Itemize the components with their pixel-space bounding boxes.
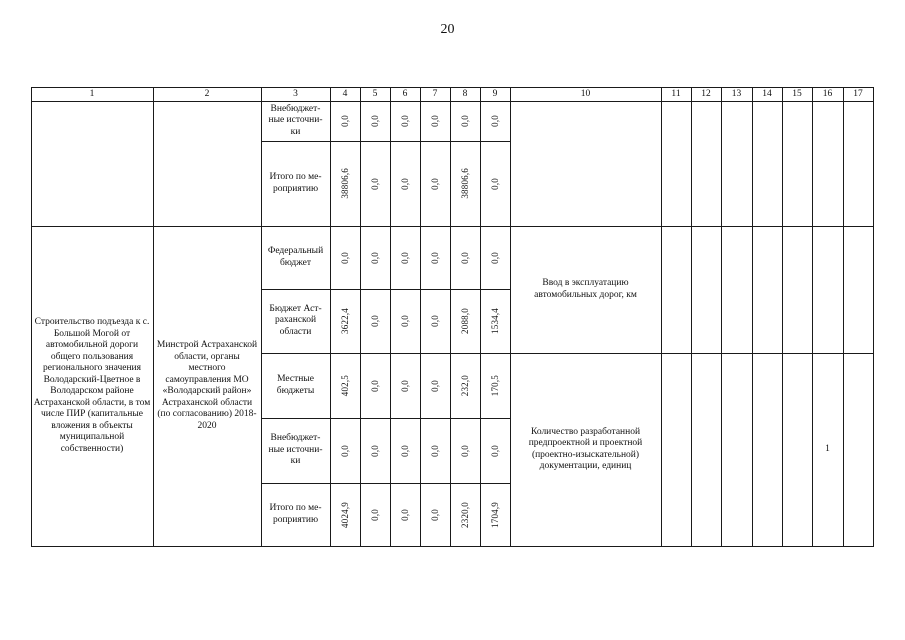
value-cell <box>390 353 420 418</box>
column-header-3: 3 <box>293 89 298 99</box>
column-header-5: 5 <box>372 89 378 99</box>
column-header-9: 9 <box>492 89 498 99</box>
value-cell <box>390 141 420 226</box>
value-text: 0,0 <box>400 444 410 457</box>
value-text: 0,0 <box>400 315 410 327</box>
value-cell <box>450 483 480 546</box>
value-text: 0,0 <box>400 177 410 190</box>
value-cell <box>330 483 360 546</box>
value-text: 0,0 <box>370 508 380 521</box>
value-cell <box>390 289 420 353</box>
column-header-8: 8 <box>462 89 468 99</box>
value-text: 0,0 <box>370 251 380 264</box>
value-text: 0,0 <box>430 508 440 521</box>
value-cell <box>330 418 360 483</box>
value-text: 2320,0 <box>460 501 470 528</box>
value-cell <box>420 141 450 226</box>
column-header-16: 16 <box>822 89 833 99</box>
column-header-6: 6 <box>402 89 408 99</box>
value-cell <box>330 141 360 226</box>
value-text: 1704,9 <box>490 501 500 528</box>
value-text: 0,0 <box>340 115 350 127</box>
value-text: 0,0 <box>400 115 410 127</box>
value-cell <box>420 101 450 141</box>
value-cell <box>450 141 480 226</box>
value-cell <box>480 226 510 289</box>
value-cell <box>330 101 360 141</box>
executor-cell: Минстрой Астраханской области, органы местного самоуправления МО «Володарский район» Астраханской области (по согласованию) 2018-2020 <box>156 340 258 431</box>
value-cell <box>420 289 450 353</box>
value-text: 0,0 <box>490 251 500 264</box>
value-cell <box>360 101 390 141</box>
value-cell <box>390 418 420 483</box>
value-text: 0,0 <box>430 315 440 327</box>
column-header-17: 17 <box>853 89 863 99</box>
value-cell <box>360 141 390 226</box>
value-text: 0,0 <box>370 444 380 457</box>
value-text: 0,0 <box>400 508 410 521</box>
value-text: 0,0 <box>400 379 410 392</box>
value-text: 0,0 <box>460 251 470 264</box>
value-cell <box>480 353 510 418</box>
value-text: 0,0 <box>370 115 380 127</box>
funding-source-cell: Итого по ме-роприятию <box>269 172 322 194</box>
value-text: 0,0 <box>430 115 440 127</box>
value-cell <box>420 418 450 483</box>
column-header-11: 11 <box>671 89 681 99</box>
value-text: 0,0 <box>490 177 500 190</box>
value-cell <box>420 483 450 546</box>
value-text: 170,5 <box>490 374 500 397</box>
funding-source-cell: Внебюджет-ные источни-ки <box>268 103 323 137</box>
value-cell <box>450 289 480 353</box>
value-text: 0,0 <box>430 177 440 190</box>
value-cell <box>360 289 390 353</box>
funding-source-cell: Местные бюджеты <box>276 374 315 396</box>
value-text: 232,0 <box>460 374 470 397</box>
funding-source-cell: Бюджет Аст-раханской области <box>269 303 322 337</box>
column-header-14: 14 <box>762 89 772 99</box>
funding-source-cell: Федеральный бюджет <box>267 246 324 268</box>
value-text: 38806,6 <box>460 168 470 199</box>
value-text: 0,0 <box>430 379 440 392</box>
value-cell <box>420 353 450 418</box>
value-cell <box>360 226 390 289</box>
value-text: 0,0 <box>340 251 350 264</box>
value-text: 1534,4 <box>490 308 500 334</box>
value-text: 0,0 <box>370 379 380 392</box>
column-header-4: 4 <box>342 89 348 99</box>
value-cell <box>450 418 480 483</box>
value-cell <box>390 226 420 289</box>
value-cell <box>450 101 480 141</box>
value-text: 3622,4 <box>340 308 350 334</box>
column-header-12: 12 <box>701 89 711 99</box>
value-text: 38806,6 <box>340 168 350 199</box>
column-header-2: 2 <box>204 89 210 99</box>
value-text: 402,5 <box>340 374 350 397</box>
value-text: 0,0 <box>490 115 500 127</box>
value-text: 0,0 <box>460 115 470 127</box>
value-cell <box>330 353 360 418</box>
value-text: 0,0 <box>430 444 440 457</box>
value-cell <box>330 289 360 353</box>
column-header-13: 13 <box>731 89 742 99</box>
value-text: 0,0 <box>460 444 470 457</box>
value-cell <box>480 141 510 226</box>
value-text: 0,0 <box>370 315 380 327</box>
value-cell <box>480 289 510 353</box>
value-cell <box>390 101 420 141</box>
value-text: 0,0 <box>340 444 350 457</box>
column-header-1: 1 <box>89 89 95 99</box>
value-cell <box>420 226 450 289</box>
value-text: 0,0 <box>370 177 380 190</box>
funding-source-cell: Итого по ме-роприятию <box>269 503 322 525</box>
indicator-cell: Ввод в эксплуатацию автомобильных дорог, км <box>534 278 637 300</box>
value-cell <box>360 483 390 546</box>
page-number: 20 <box>440 22 455 37</box>
value-cell <box>480 483 510 546</box>
value-cell <box>480 418 510 483</box>
value-cell <box>480 101 510 141</box>
value-cell <box>360 418 390 483</box>
funding-source-cell: Внебюджет-ные источни-ки <box>268 433 323 467</box>
indicator-value-cell <box>812 226 843 353</box>
value-cell <box>330 226 360 289</box>
column-header-15: 15 <box>792 89 802 99</box>
value-text: 0,0 <box>400 251 410 264</box>
value-text: 0,0 <box>430 251 440 264</box>
column-header-10: 10 <box>580 89 591 99</box>
value-cell <box>360 353 390 418</box>
object-name-cell: Строительство подъезда к с. Большой Могой от автомобильной дороги общего пользования регионального значения Володарский-Цветное в Володарском районе Астраханской области, в том числе ПИР (капитальные вложения в объекты муниципальной собственности) <box>33 317 151 454</box>
value-cell <box>450 353 480 418</box>
indicator-value-cell: 1 <box>825 443 830 454</box>
indicator-cell: Количество разработанной предпроектной и проектной (проектно-изыскательной) документации, единиц <box>528 426 643 471</box>
value-cell <box>450 226 480 289</box>
value-text: 0,0 <box>490 444 500 457</box>
column-header-7: 7 <box>432 89 438 99</box>
value-text: 4024,9 <box>340 501 350 528</box>
value-cell <box>390 483 420 546</box>
value-text: 2088,0 <box>460 308 470 334</box>
